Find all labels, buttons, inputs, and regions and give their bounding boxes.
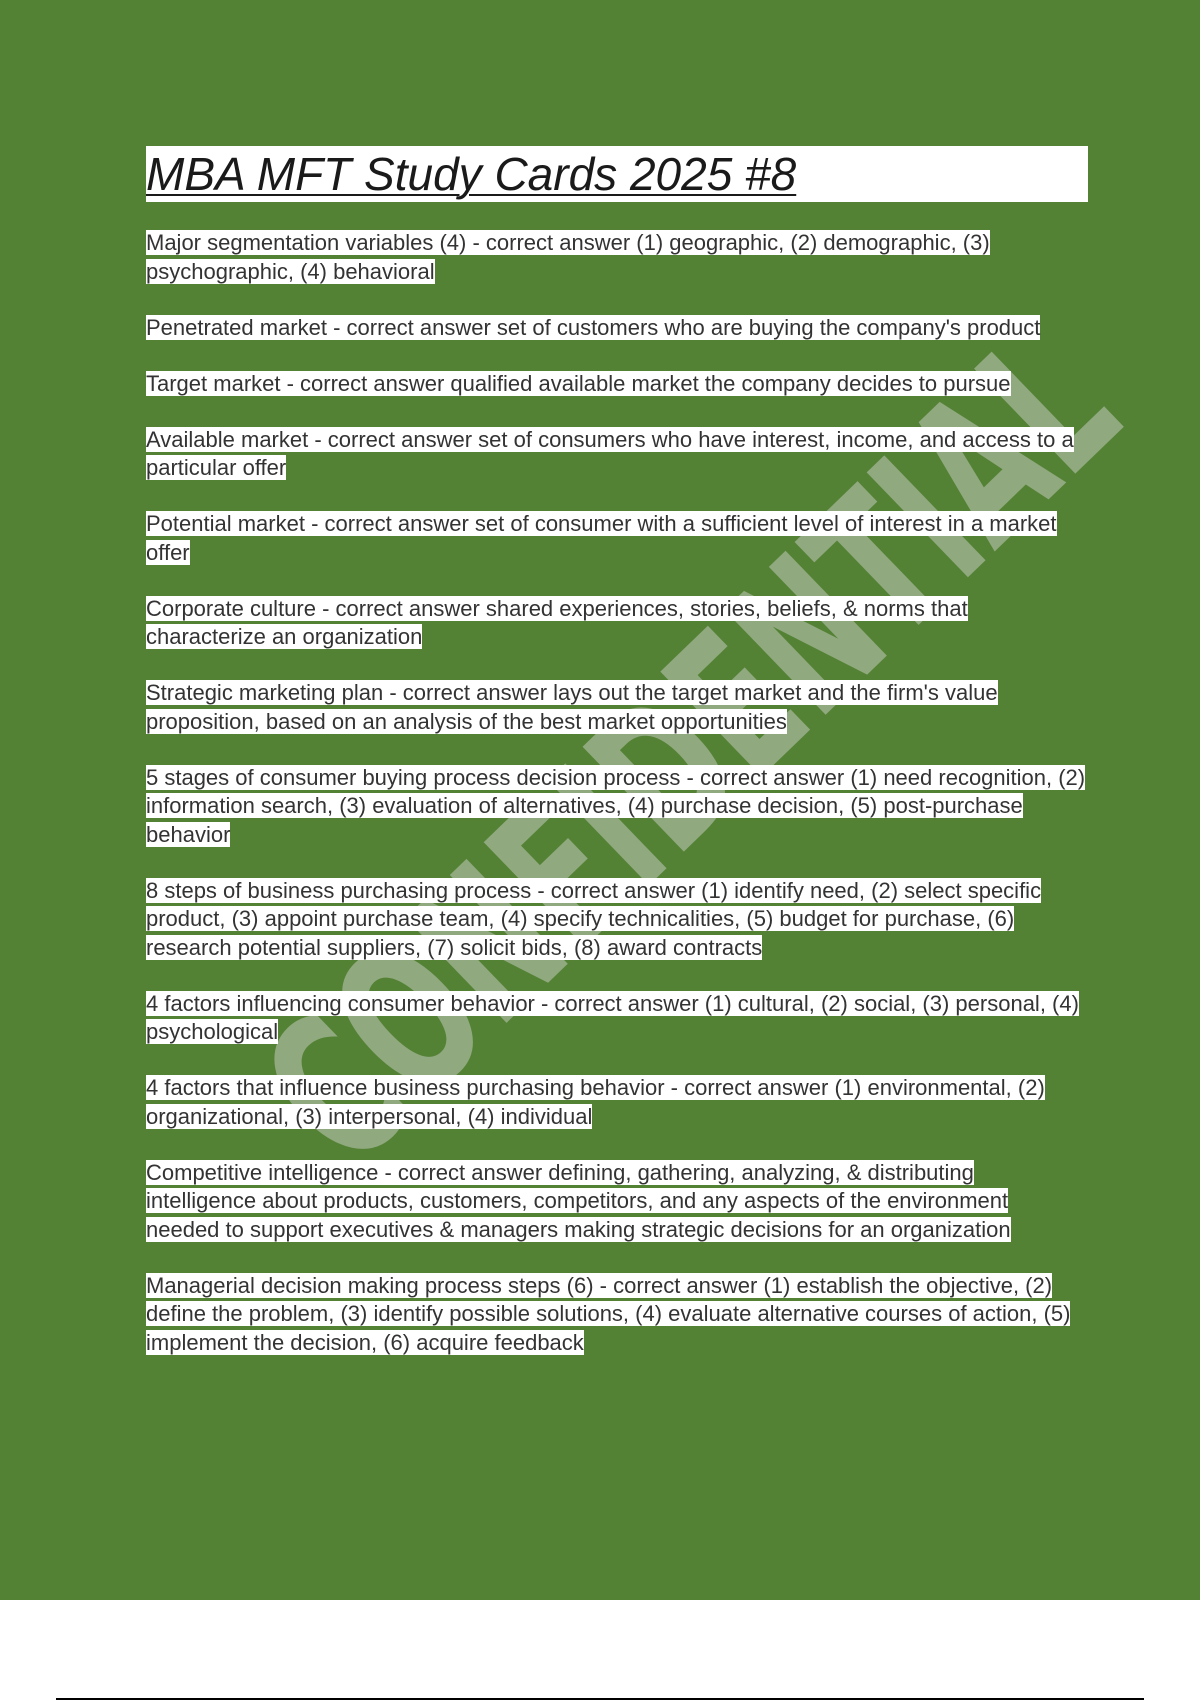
- study-card: [146, 1074, 1086, 1131]
- study-card: [146, 1272, 1086, 1358]
- study-card: [146, 679, 1086, 736]
- study-card: [146, 426, 1086, 483]
- study-card-text: 4 factors that influence business purchasing behavior - correct answer (1) environmental, (2) organizational, (3) interpersonal, (4) individual: [146, 1075, 1045, 1129]
- study-card: [146, 764, 1086, 850]
- study-card-text: Major segmentation variables (4) - correct answer (1) geographic, (2) demographic, (3) psychographic, (4) behavioral: [146, 230, 990, 284]
- study-card-text: 5 stages of consumer buying process decision process - correct answer (1) need recognition, (2) information search, (3) evaluation of alternatives, (4) purchase decision, (5) post-purchase behavior: [146, 764, 1086, 847]
- study-card-text: Available market - correct answer set of consumers who have interest, income, and access to a particular offer: [146, 426, 1074, 480]
- study-card-text: 8 steps of business purchasing process - correct answer (1) identify need, (2) select specific product, (3) appoint purchase team, (4) specify technicalities, (5) budget for purchase, (6) research potential suppliers, (7) solicit bids, (8) award contracts: [146, 877, 1042, 960]
- study-card-text: Target market - correct answer qualified available market the company decides to pursue: [146, 370, 1011, 396]
- study-card-text: Strategic marketing plan - correct answer lays out the target market and the firm's value proposition, based on an analysis of the best market opportunities: [146, 680, 998, 734]
- study-card: [146, 877, 1086, 963]
- study-card: [146, 229, 1086, 286]
- study-card: [146, 314, 1086, 343]
- page-title: MBA MFT Study Cards 2025 #8: [146, 148, 797, 200]
- study-card: [146, 1159, 1086, 1245]
- study-card-list: [146, 229, 1086, 1385]
- study-card-text: Penetrated market - correct answer set of customers who are buying the company's product: [146, 314, 1041, 340]
- study-card: [146, 595, 1086, 652]
- study-card-text: Managerial decision making process steps (6) - correct answer (1) establish the objective, (2) define the problem, (3) identify possible solutions, (4) evaluate alternative courses of action, (5) implement the decision, (6) acquire feedback: [146, 1272, 1071, 1355]
- study-card-text: Competitive intelligence - correct answer defining, gathering, analyzing, & distributing intelligence about products, customers, competitors, and any aspects of the environment needed to support executives & managers making strategic decisions for an organization: [146, 1159, 1011, 1242]
- study-card-text: 4 factors influencing consumer behavior - correct answer (1) cultural, (2) social, (3) personal, (4) psychological: [146, 990, 1079, 1044]
- study-card: [146, 990, 1086, 1047]
- study-card-text: Potential market - correct answer set of consumer with a sufficient level of interest in a market offer: [146, 511, 1057, 565]
- study-card: [146, 510, 1086, 567]
- study-card: [146, 370, 1086, 399]
- study-card-text: Corporate culture - correct answer shared experiences, stories, beliefs, & norms that characterize an organization: [146, 595, 968, 649]
